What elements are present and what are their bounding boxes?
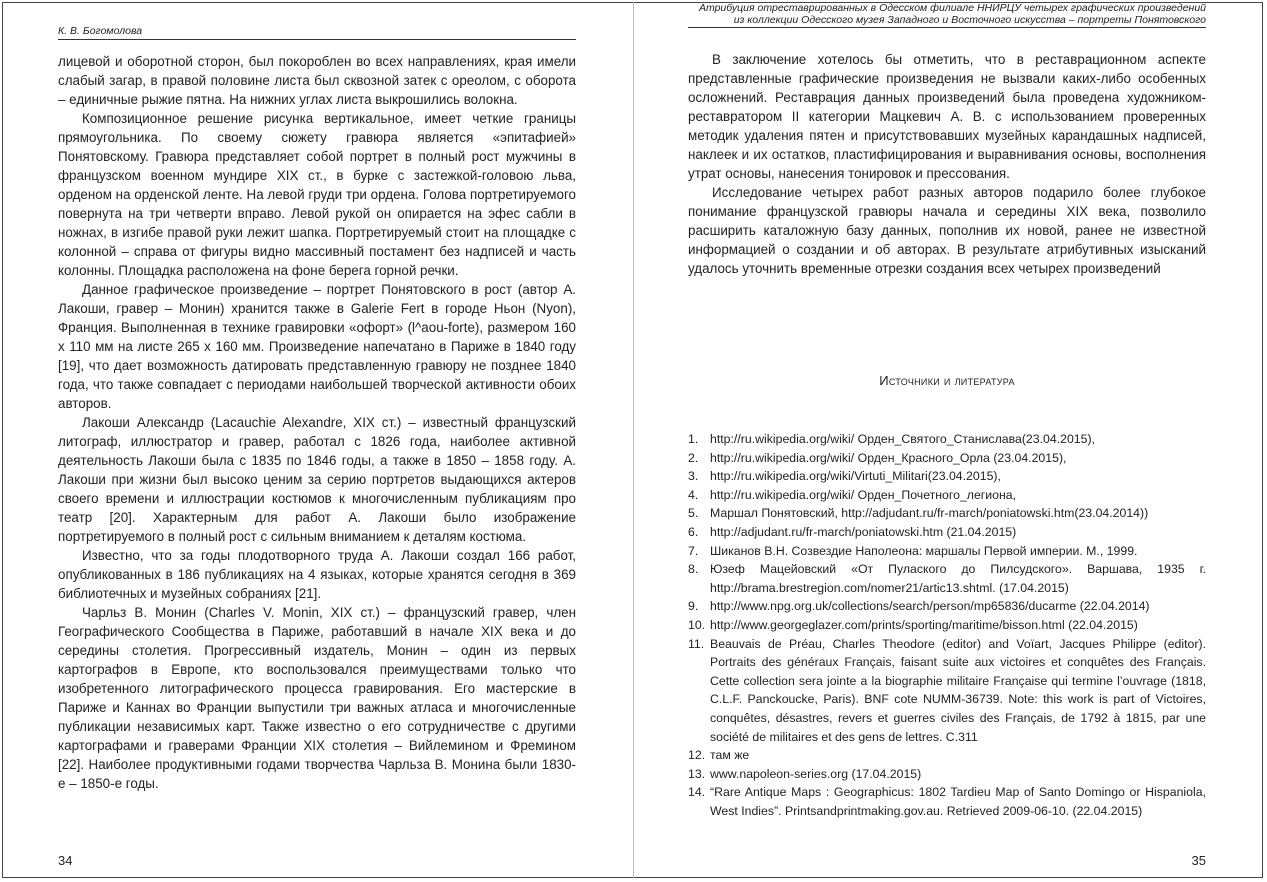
reference-text: Шиканов В.Н. Созвездие Наполеона: маршалы Первой империи. М., 1999. [710,543,1138,558]
left-page [58,0,576,882]
reference-item [688,746,1206,765]
reference-text: http://ru.wikipedia.org/wiki/ Орден_Святого_Станислава(23.04.2015), [710,432,1095,446]
reference-item [688,560,1206,597]
reference-list [688,430,1206,820]
reference-number: 8. [688,562,699,577]
reference-item [688,523,1206,542]
right-paragraph: Исследование четырех работ разных авторов подарило более глубокое понимание французской гравюры начала и середины XIX века, позволило расширить каталожную базу данных, пополнив их новой, ранее не известной информацией о создании и об авторах. В результате атрибутивных изысканий удалось уточнить временные отрезки создания всех четырех произведений [688,185,1206,276]
reference-number: 2. [688,450,699,465]
left-paragraph: лицевой и оборотной сторон, был покороблен во всех направлениях, края имели слабый загар, в правой половине листа был сквозной затек с ореолом, с оборота – единичные рыжие пятна. На нижних углах листа выкрошились волокна. [58,54,576,107]
reference-text: http://ru.wikipedia.org/wiki/ Орден_Почетного_легиона, [710,487,1017,502]
reference-item [688,430,1206,449]
reference-number: 1. [688,432,699,446]
right-running-head: Атрибуция отреставрированных в Одесском филиале ННИРЦУ четырех графических произведений из коллекции Одесского музея Западного и Восточного искусства – портреты Понятовского [688,3,1206,28]
right-body-text [688,50,1206,278]
left-page-number: 34 [58,853,73,868]
reference-text: там же [710,748,750,763]
reference-item [688,765,1206,784]
right-page-number: 35 [1191,853,1206,868]
reference-item [688,449,1206,468]
right-page [688,0,1206,882]
section-title: Источники и литература [879,373,1015,388]
left-paragraph: Лакоши Александр (Lacauchie Alexandre, XIX ст.) – известный французский литограф, иллюстратор и гравер, работал с 1826 года, наиболее активной деятельность Лакоши была с 1835 по 1846 годы, а также в 1850 – 1858 году. А. Лакоши при жизни был высоко ценим за серию портретов выдающихся актеров своего времени и иллюстрации костюмов к многочисленным публикациям про театр [20]. Характерным для работ А. Лакоши было изображение портретируемого в полный рост с сильным вниманием к деталям костюма. [58,415,576,544]
reference-text: http://ru.wikipedia.org/wiki/ Орден_Красного_Орла (23.04.2015), [710,450,1067,465]
reference-item [688,783,1206,820]
left-paragraph: Известно, что за годы плодотворного труда А. Лакоши создал 166 работ, опубликованных в 186 публикациях на 4 языках, которые хранятся сегодня в 369 библиотечных и музейных собраниях [21]. [58,548,576,601]
reference-text: http://ru.wikipedia.org/wiki/Virtuti_Militari(23.04.2015), [710,469,1001,484]
reference-number: 14. [688,785,706,800]
reference-number: 7. [688,543,699,558]
reference-text: Beauvais de Préau, Charles Theodore (editor) and Voïart, Jacques Philippe (editor). Portraits des généraux Français, faisant suite aux victoires et conquêtes des Français. Cette collection sera jointe a la biographie militaire Française qui termine l’ouvrage (1818, C.L.F. Panckoucke, Paris). BNF cote NUMM-36739. Note: this work is part of Victoires, conquêtes, désastres, revers et guerres civiles des Français, de 1792 à 1815, par une société de militaires et des gens de lettres. C.311 [710,636,1206,744]
left-body-text [58,52,576,793]
reference-item [688,467,1206,486]
reference-item [688,486,1206,505]
reference-number: 9. [688,599,699,614]
reference-text: “Rare Antique Maps : Geographicus: 1802 Tardieu Map of Santo Domingo or Hispaniola, West Indies”. Printsandprintmaking.gov.au. Retrieved 2009-06-10. (22.04.2015) [710,785,1206,818]
left-running-head: К. В. Богомолова [58,25,576,40]
left-paragraph: Данное графическое произведение – портрет Понятовского в рост (автор А. Лакоши, гравер – Монин) хранится также в Galerie Fert в городе Ньон (Nyon), Франция. Выполненная в технике гравировки «офорт» (l^aou-forte), размером 160 х 110 мм на листе 265 х 160 мм. Произведение напечатано в Париже в 1840 году [19], что дает возможность датировать представленную гравюру не позднее 1840 года, что также совпадает с периодами наибольшей творческой активности обоих авторов. [58,282,576,411]
reference-item [688,635,1206,747]
reference-text: http://adjudant.ru/fr-march/poniatowski.htm (21.04.2015) [710,524,1017,539]
reference-text: Маршал Понятовский, http://adjudant.ru/fr-march/poniatowski.htm(23.04.2014)) [710,506,1149,521]
reference-text: Юзеф Мацейовский «От Пулаского до Пилсудского». Варшава, 1935 г. http://brama.brestregion.com/nomer21/artic13.shtml. (17.04.2015) [710,562,1206,595]
reference-number: 4. [688,487,699,502]
left-paragraph: Композиционное решение рисунка вертикальное, имеет четкие границы прямоугольника. По своему сюжету гравюра является «эпитафией» Понятовскому. Гравюра представляет собой портрет в полный рост мужчины в французском военном мундире XIX ст., в бурке с застежкой-головою льва, орденом на орденской ленте. На левой груди три ордена. Голова портретируемого повернута на три четверти вправо. Левой рукой он опирается на эфес сабли в ножнах, в изгибе правой руки лежит шапка. Портретируемый стоит на площадке с колонной – справа от фигуры видно массивный постамент без надписей и часть колонны. Площадка расположена на фоне берега горной речки. [58,111,576,278]
reference-number: 3. [688,469,699,484]
reference-text: http://www.npg.org.uk/collections/search/person/mp65836/ducarme (22.04.2014) [710,599,1150,614]
gutter-divider [633,2,634,878]
reference-number: 13. [688,766,706,781]
reference-item [688,542,1206,561]
reference-text: www.napoleon-series.org (17.04.2015) [710,766,922,781]
left-paragraph: Чарльз В. Монин (Charles V. Monin, XIX ст.) – французский гравер, член Географического Сообщества в Париже, работавший в начале XIX века и до середины столетия. Прогрессивный издатель, Монин – один из первых картографов в Европе, кто воспользовался преимуществами только что изобретенного литографического процесса гравирования. Его мастерские в Париже и Каннах во Франции выпустили три важных атласа и многочисленные публикации независимых карт. Также известно о его сотрудничестве с другими картографами и граверами Франции XIX столетия – Вийлемином и Фремином [22]. Наиболее продуктивными годами творчества Чарльза В. Монина были 1830-е – 1850-е годы. [58,605,576,791]
reference-number: 5. [688,506,699,521]
reference-text: http://www.georgeglazer.com/prints/sporting/maritime/bisson.html (22.04.2015) [710,617,1138,632]
reference-number: 11. [688,636,705,651]
reference-number: 10. [688,617,706,632]
reference-number: 12. [688,748,706,763]
reference-item [688,616,1206,635]
reference-item [688,597,1206,616]
reference-number: 6. [688,524,699,539]
right-paragraph: В заключение хотелось бы отметить, что в реставрационном аспекте представленные графические произведения не вызвали каких-либо особенных осложнений. Реставрация данных произведений была проведена художником-реставратором II категории Мацкевич А. В. с использованием проверенных методик удаления пятен и присутствовавших музейных карандашных надписей, наклеек и их остатков, пластифицирования и выравнивания основы, восполнения утрат основы, нанесения тонировок и прессования. [688,52,1206,181]
reference-item [688,504,1206,523]
